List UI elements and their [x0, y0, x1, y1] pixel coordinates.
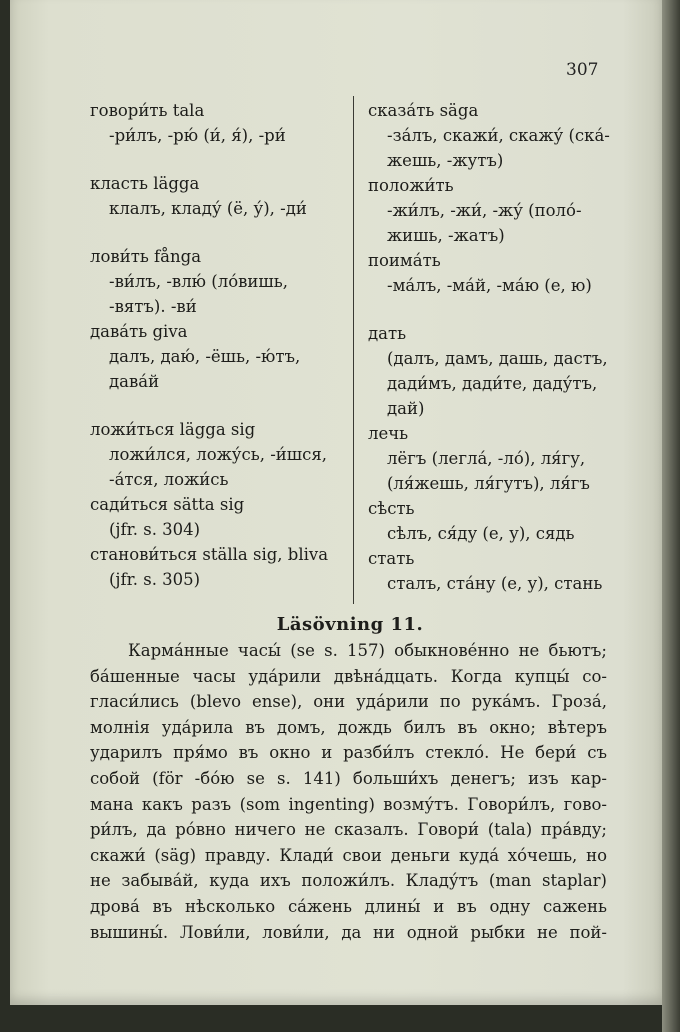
headword: сади́ться sätta sig: [90, 495, 245, 514]
word-forms: -вятъ). -ви́: [109, 297, 197, 316]
book-edge: [662, 0, 680, 1032]
word-forms: (ля́жешь, ля́гутъ), ля́гъ: [387, 474, 590, 493]
headword: дава́ть giva: [90, 322, 188, 341]
word-forms: дава́й: [109, 372, 160, 391]
paragraph-line: молнія уда́рила въ домъ, дождь билъ въ окно; вѣтеръ: [90, 717, 607, 737]
headword: говори́ть tala: [90, 101, 205, 120]
word-forms: (далъ, дамъ, дашь, дастъ,: [387, 349, 608, 368]
word-forms: жешь, -жутъ): [387, 151, 504, 170]
word-forms: далъ, даю́, -ёшь, -ю́тъ,: [109, 347, 301, 366]
word-forms: -ма́лъ, -ма́й, -ма́ю (е, ю): [387, 276, 592, 295]
cross-reference: (jfr. s. 305): [109, 570, 201, 589]
headword: поима́ть: [368, 251, 441, 270]
word-forms: дади́мъ, дади́те, даду́тъ,: [387, 374, 598, 393]
left-vocabulary-column: [90, 98, 350, 592]
paragraph-line: мана какъ разъ (som ingenting) возму́тъ. Говори́лъ, гово-: [90, 794, 607, 814]
headword: стать: [368, 549, 415, 568]
paragraph-line: Карма́нные часы́ (se s. 157) обыкнове́нно не бьютъ;: [128, 641, 607, 660]
headword: сѣсть: [368, 499, 415, 518]
paragraph-line: ба́шенные часы уда́рили двѣна́дцать. Когда купцы́ со-: [90, 666, 607, 686]
page-number: 307: [566, 60, 599, 80]
word-forms: -за́лъ, скажи́, скажу́ (ска́-: [387, 126, 610, 145]
word-forms: сталъ, ста́ну (е, у), стань: [387, 574, 603, 593]
headword: лови́ть fånga: [90, 247, 202, 266]
word-forms: лёгъ (легла́, -ло́), ля́гу,: [387, 449, 586, 468]
word-forms: жишь, -жатъ): [387, 226, 505, 245]
word-forms: -а́тся, ложи́сь: [109, 470, 229, 489]
word-forms: дай): [387, 399, 425, 418]
headword: лечь: [368, 424, 409, 443]
word-forms: -ри́лъ, -рю́ (и́, я́), -ри́: [109, 126, 286, 145]
paragraph-line: вышины́. Лови́ли, лови́ли, да ни одной рыбки не пой-: [90, 922, 607, 942]
word-forms: ложи́лся, ложу́сь, -и́шся,: [109, 445, 328, 464]
paragraph-line: собой (för -бо́ю se s. 141) больши́хъ денегъ; изъ кар-: [90, 768, 607, 788]
headword: класть lägga: [90, 174, 200, 193]
headword: станови́ться ställa sig, bliva: [90, 545, 329, 564]
paragraph-line: не забыва́й, куда ихъ положи́лъ. Кладу́тъ (man staplar): [90, 871, 607, 891]
word-forms: -жи́лъ, -жи́, -жу́ (поло́-: [387, 201, 582, 220]
book-page: [10, 0, 662, 1005]
paragraph-line: дрова́ въ нѣсколько са́жень длины́ и въ одну сажень: [90, 896, 607, 916]
paragraph-line: ударилъ пря́мо въ окно и разби́лъ стекло́. Не бери́ съ: [90, 743, 607, 763]
paragraph-line: скажи́ (säg) правду. Клади́ свои деньги куда́ хо́чешь, но: [90, 845, 607, 865]
reading-exercise-paragraph: [90, 638, 607, 945]
section-heading: Läsövning 11.: [276, 614, 424, 635]
headword: ложи́ться lägga sig: [90, 420, 256, 439]
headword: положи́ть: [368, 176, 454, 195]
paragraph-line: ри́лъ, да ро́вно ничего не сказалъ. Говори́ (tala) пра́вду;: [90, 820, 607, 840]
cross-reference: (jfr. s. 304): [109, 520, 201, 539]
word-forms: сѣлъ, ся́ду (е, у), сядь: [387, 524, 575, 543]
column-divider: [353, 96, 354, 604]
right-vocabulary-column: [368, 98, 618, 596]
headword: дать: [368, 324, 407, 343]
word-forms: -ви́лъ, -влю́ (ло́вишь,: [109, 272, 288, 291]
paragraph-line: гласи́лись (blevo ense), они уда́рили по рука́мъ. Гроза́,: [90, 692, 607, 712]
headword: сказа́ть säga: [368, 101, 479, 120]
word-forms: клалъ, кладу́ (ё, у́), -ди́: [109, 199, 307, 218]
